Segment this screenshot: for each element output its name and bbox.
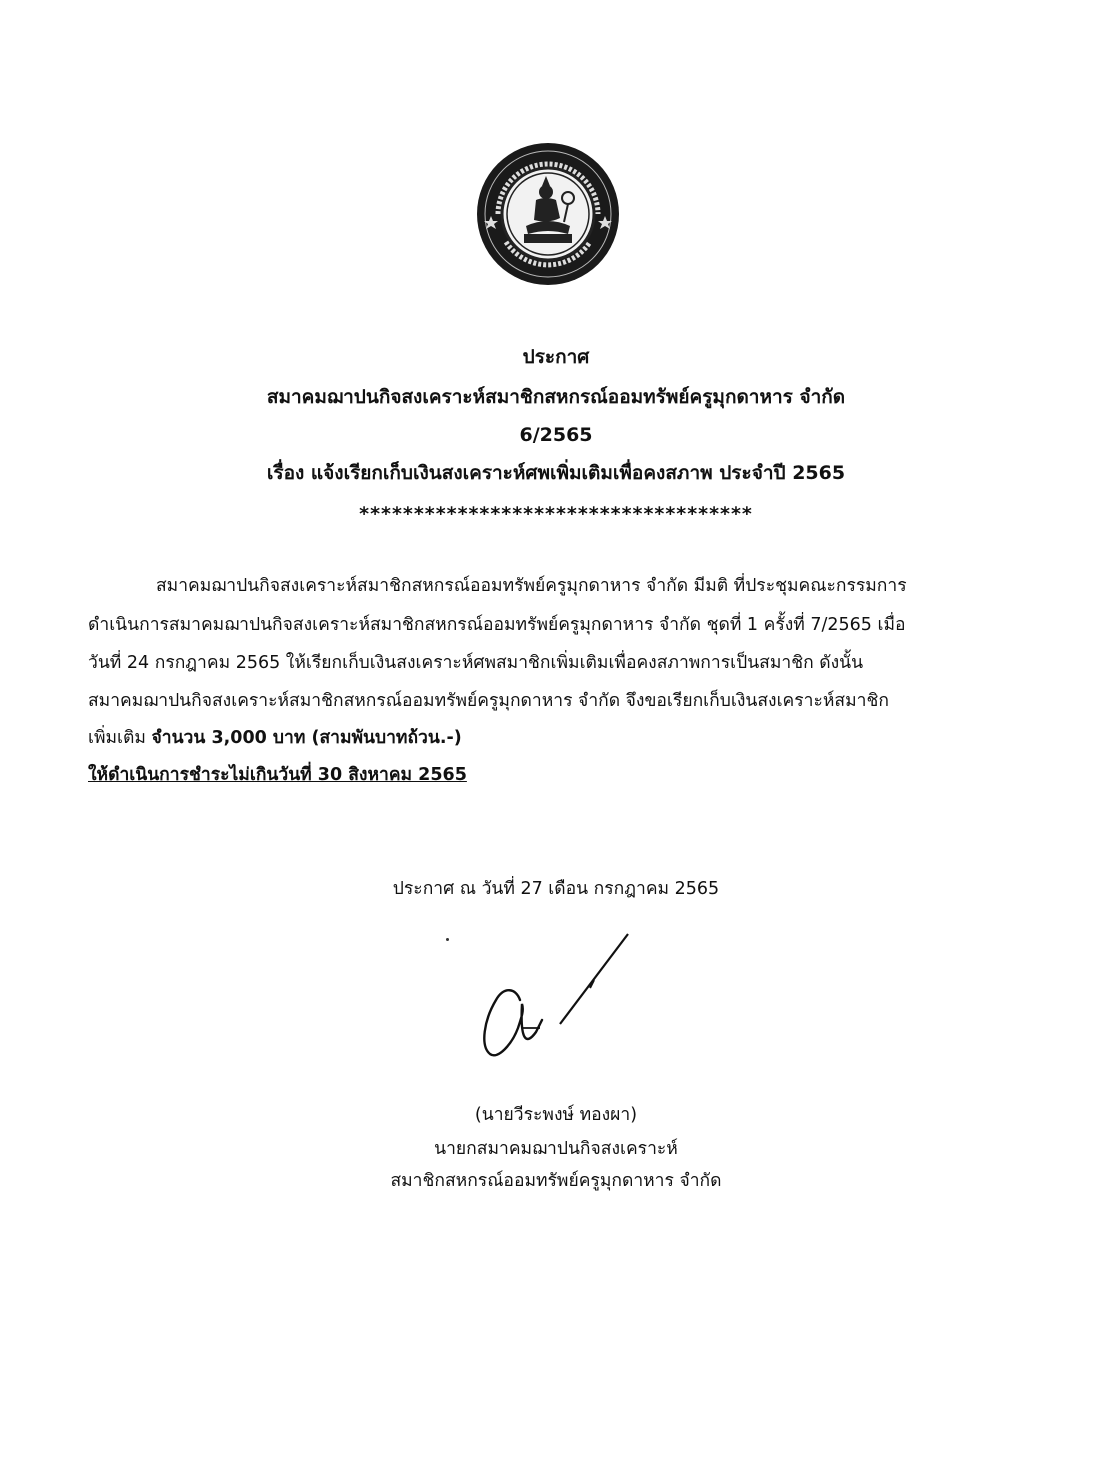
announcement-subject: เรื่อง แจ้งเรียกเก็บเงินสงเคราะห์ศพเพิ่มเติมเพื่อคงสภาพ ประจำปี 2565 bbox=[266, 462, 846, 484]
announcement-number: 6/2565 bbox=[519, 424, 593, 446]
handwritten-signature bbox=[440, 928, 660, 1068]
announcement-date: ประกาศ ณ วันที่ 27 เดือน กรกฎาคม 2565 bbox=[392, 879, 720, 899]
separator-line: ************************************ bbox=[359, 503, 753, 525]
body-line-2: ดำเนินการสมาคมฌาปนกิจสงเคราะห์สมาชิกสหกรณ์ออมทรัพย์ครูมุกดาหาร จำกัด ชุดที่ 1 ครั้งที่ 7/2565 เมื่อ bbox=[88, 615, 906, 635]
association-seal bbox=[476, 142, 620, 286]
signer-name: (นายวีระพงษ์ ทองผา) bbox=[474, 1105, 638, 1125]
signer-title-line-1: นายกสมาคมฌาปนกิจสงเคราะห์ bbox=[434, 1139, 678, 1159]
payment-amount: จำนวน 3,000 บาท (สามพันบาทถ้วน.-) bbox=[151, 728, 462, 748]
announcement-title: ประกาศ bbox=[522, 346, 590, 368]
body-line-3: วันที่ 24 กรกฎาคม 2565 ให้เรียกเก็บเงินสงเคราะห์ศพสมาชิกเพิ่มเติมเพื่อคงสภาพการเป็นสมาชิก ดังนั้น bbox=[88, 653, 864, 673]
body-line-5 bbox=[88, 725, 462, 751]
body-line-4: สมาคมฌาปนกิจสงเคราะห์สมาชิกสหกรณ์ออมทรัพย์ครูมุกดาหาร จำกัด จึงขอเรียกเก็บเงินสงเคราะห์สมาชิก bbox=[88, 691, 889, 711]
body-line-5-prefix: เพิ่มเติม bbox=[88, 728, 146, 748]
signer-title-line-2: สมาชิกสหกรณ์ออมทรัพย์ครูมุกดาหาร จำกัด bbox=[390, 1171, 722, 1191]
organization-name: สมาคมฌาปนกิจสงเคราะห์สมาชิกสหกรณ์ออมทรัพย์ครูมุกดาหาร จำกัด bbox=[266, 386, 846, 408]
payment-deadline: ให้ดำเนินการชำระไม่เกินวันที่ 30 สิงหาคม 2565 bbox=[88, 765, 467, 785]
body-line-1: สมาคมฌาปนกิจสงเคราะห์สมาชิกสหกรณ์ออมทรัพย์ครูมุกดาหาร จำกัด มีมติ ที่ประชุมคณะกรรมการ bbox=[156, 576, 907, 596]
